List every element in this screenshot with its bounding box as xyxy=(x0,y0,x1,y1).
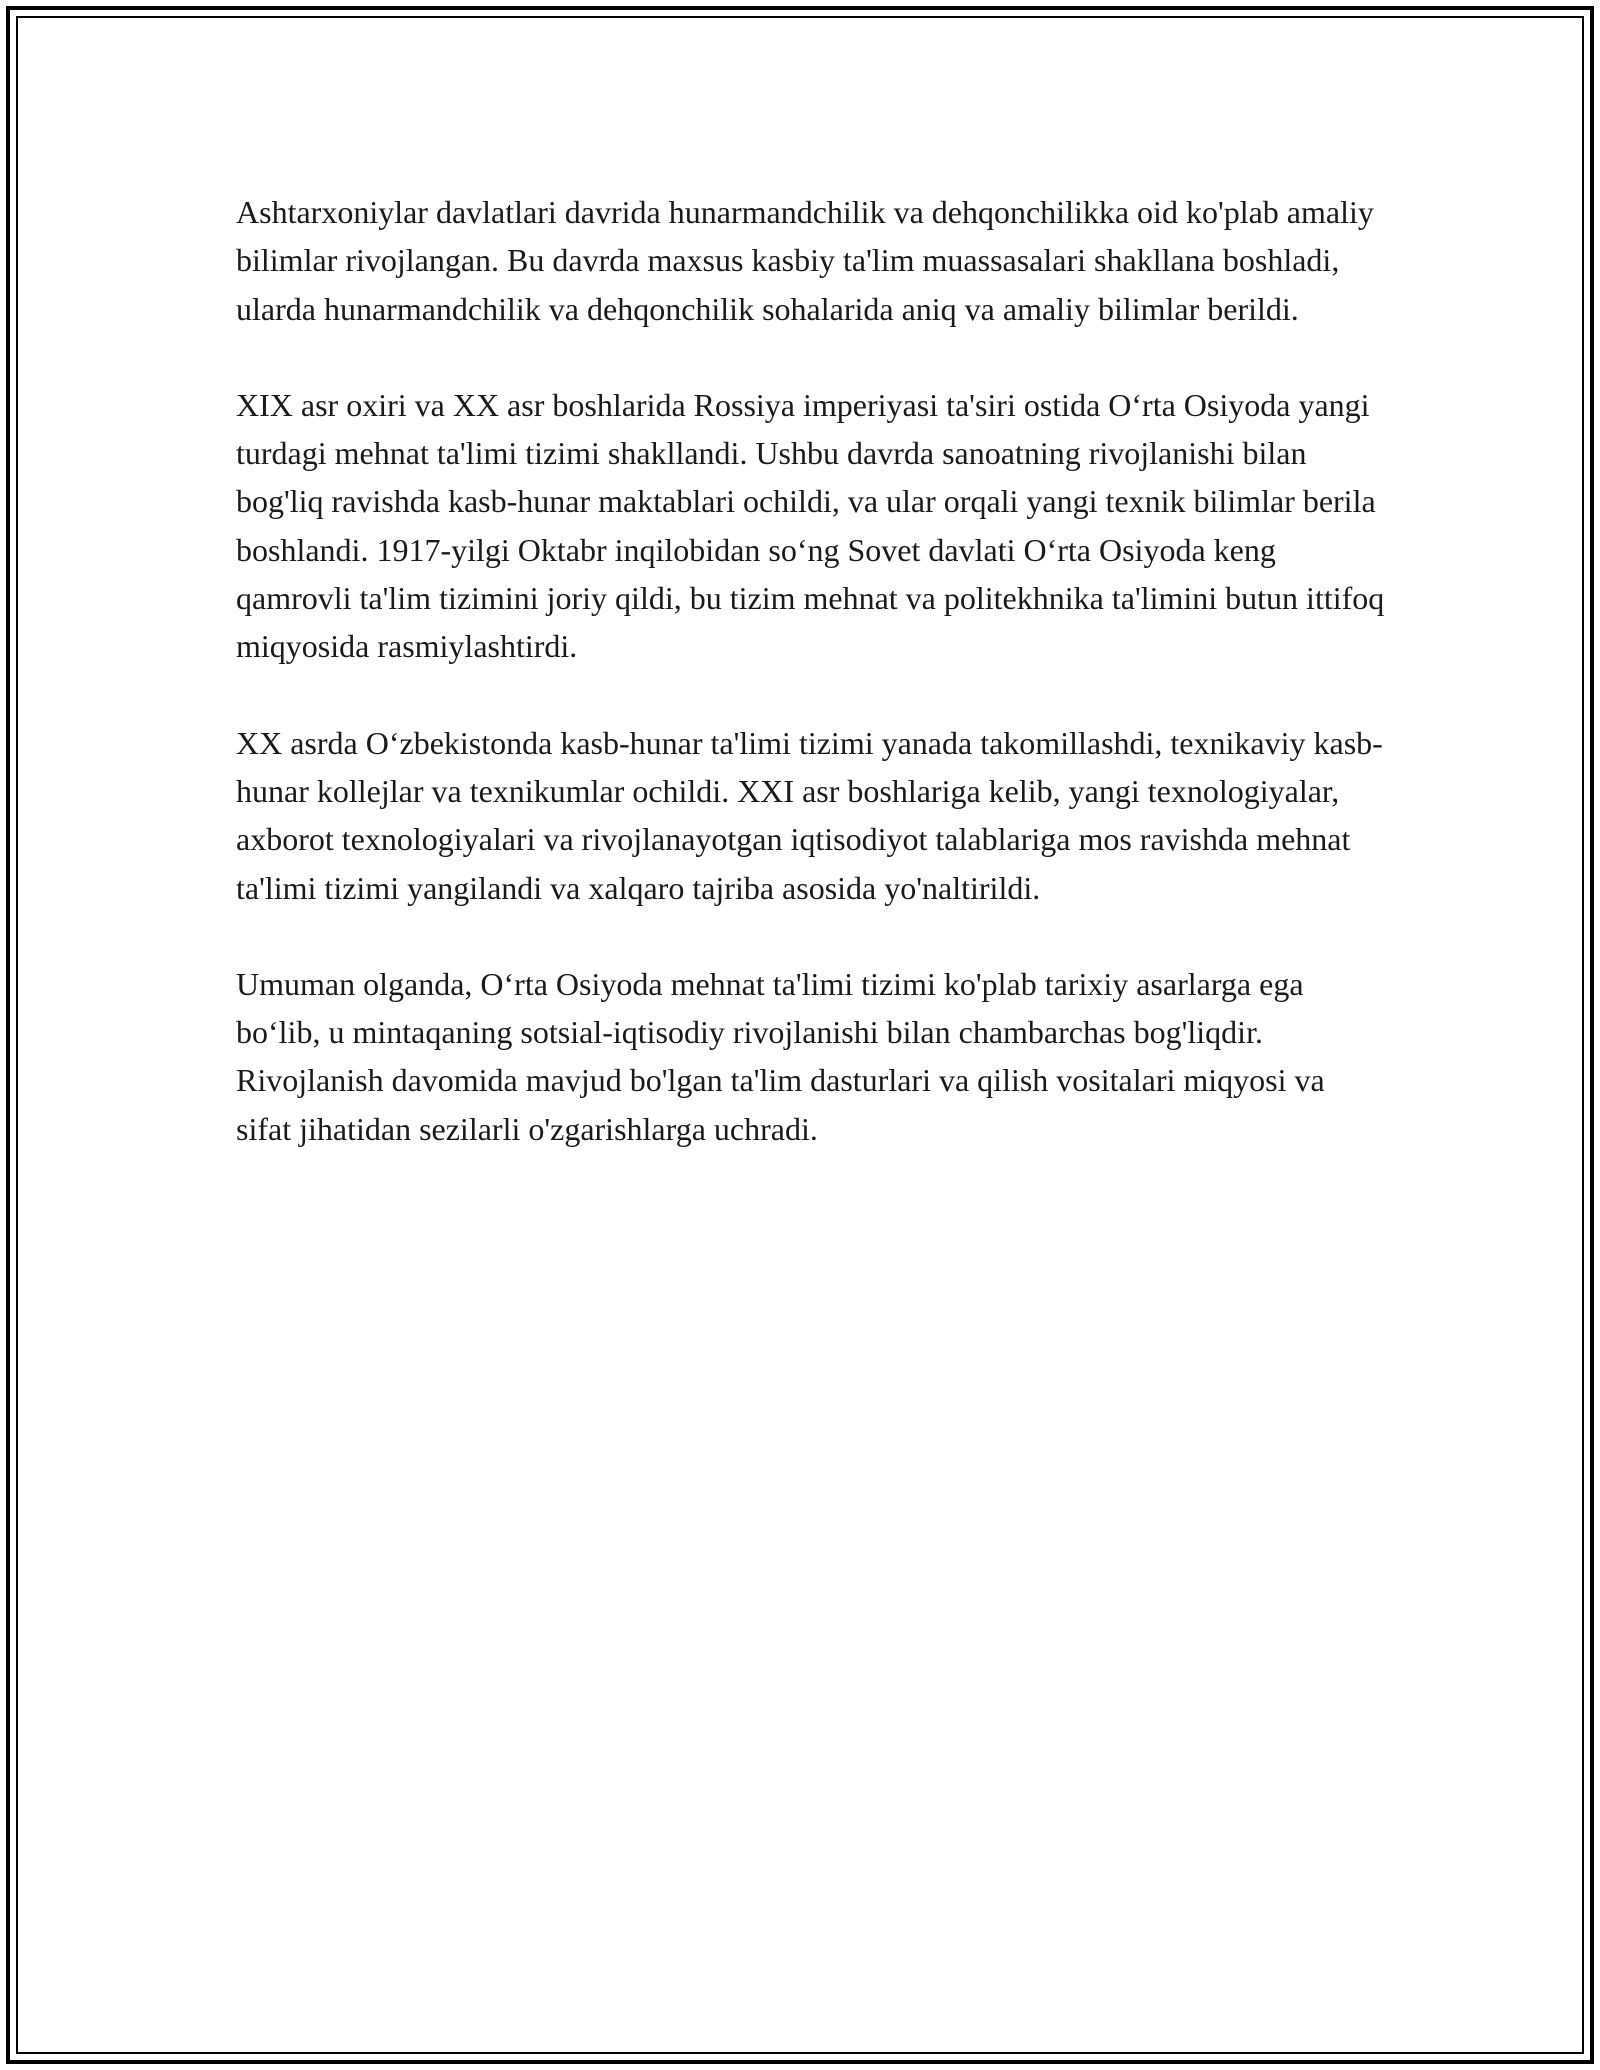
paragraph-ashtarxoniylar: Ashtarxoniylar davlatlari davrida hunarmandchilik va dehqonchilikka oid ko'plab amaliy bilimlar rivojlangan. Bu davrda maxsus kasbiy ta'lim muassasalari shakllana boshladi, ularda hunarmandchilik va dehqonchilik sohalarida aniq va amaliy bilimlar berildi. xyxy=(236,194,1374,327)
paragraph-xix-asr: XIX asr oxiri va XX asr boshlarida Rossiya imperiyasi ta'siri ostida O‘rta Osiyoda yangi turdagi mehnat ta'limi tizimi shakllandi. Ushbu davrda sanoatning rivojlanishi bilan bog'liq ravishda kasb-hunar maktablari ochildi, va ular orqali yangi texnik bilimlar berila boshlandi. 1917-yilgi Oktabr inqilobidan so‘ng Sovet davlati O‘rta Osiyoda keng qamrovli ta'lim tizimini joriy qildi, bu tizim mehnat va politekhnika ta'limini butun ittifoq miqyosida rasmiylashtirdi. xyxy=(236,386,1385,665)
paragraph-xx-asr: XX asrda O‘zbekistonda kasb-hunar ta'limi tizimi yanada takomillashdi, texnikaviy kasb-hunar kollejlar va texnikumlar ochildi. XXI asr boshlariga kelib, yangi texnologiyalar, axborot texnologiyalari va rivojlanayotgan iqtisodiyot talablariga mos ravishda mehnat ta'limi tizimi yangilandi va xalqaro tajriba asosida yo'naltirildi. xyxy=(236,724,1383,906)
paragraph-umuman-olganda: Umuman olganda, O‘rta Osiyoda mehnat ta'limi tizimi ko'plab tarixiy asarlarga ega bo‘lib, u mintaqaning sotsial-iqtisodiy rivojlanishi bilan chambarchas bog'liqdir. Rivojlanish davomida mavjud bo'lgan ta'lim dasturlari va qilish vositalari miqyosi va sifat jihatidan sezilarli o'zgarishlarga uchradi. xyxy=(236,965,1325,1147)
document-body xyxy=(236,188,1386,1153)
